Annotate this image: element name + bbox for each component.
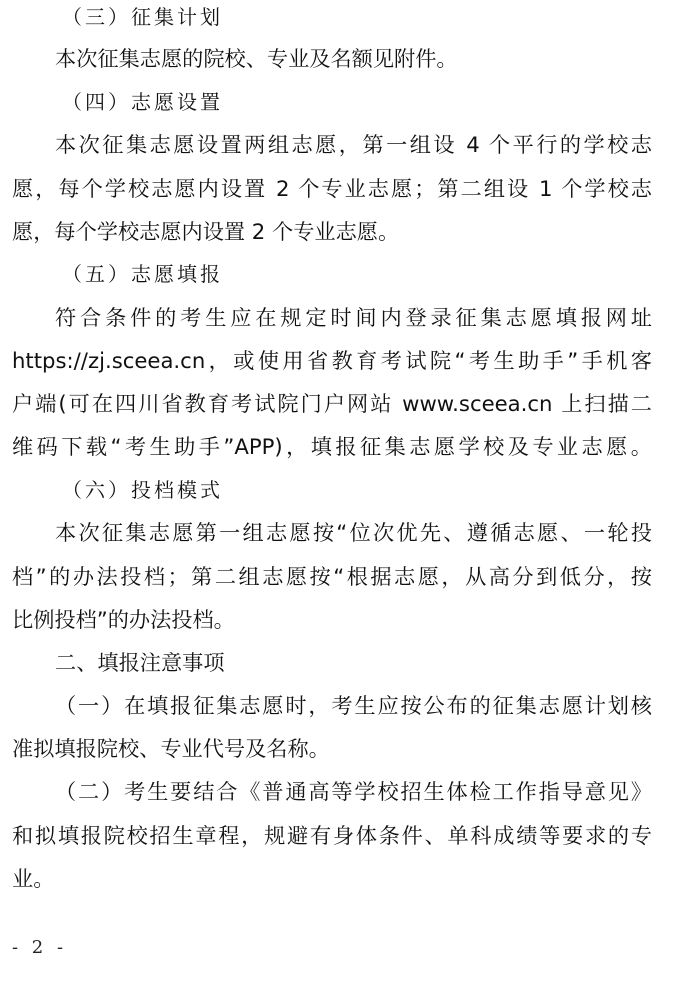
paragraph-line: 维码下载“考生助手”APP)，填报征集志愿学校及专业志愿。 — [12, 434, 652, 459]
paragraph-line-url: https://zj.sceea.cn，或使用省教育考试院“考生助手”手机客 — [12, 348, 652, 373]
paragraph-line: （二）考生要结合《普通高等学校招生体检工作指导意见》 — [55, 779, 652, 804]
section-heading-filling: （五）志愿填报 — [62, 262, 223, 286]
paragraph-line: 档”的办法投档；第二组志愿按“根据志愿，从高分到低分，按 — [12, 564, 652, 589]
paragraph-line: 业。 — [12, 866, 55, 891]
paragraph-line: 愿，每个学校志愿内设置 2 个专业志愿；第二组设 1 个学校志 — [12, 176, 652, 201]
paragraph-line-website: 户端(可在四川省教育考试院门户网站 www.sceea.cn 上扫描二 — [12, 391, 652, 416]
paragraph-line: 本次征集志愿第一组志愿按“位次优先、遵循志愿、一轮投 — [55, 520, 652, 545]
paragraph-line: （一）在填报征集志愿时，考生应按公布的征集志愿计划核 — [55, 693, 652, 718]
paragraph-line: 本次征集志愿的院校、专业及名额见附件。 — [55, 46, 458, 71]
part-heading-notes: 二、填报注意事项 — [55, 650, 225, 675]
paragraph-line: 准拟填报院校、专业代号及名称。 — [12, 736, 330, 761]
paragraph-line: 愿，每个学校志愿内设置 2 个专业志愿。 — [12, 219, 400, 244]
paragraph-line: 比例投档”的办法投档。 — [12, 607, 235, 632]
paragraph-line: 本次征集志愿设置两组志愿，第一组设 4 个平行的学校志 — [55, 132, 652, 157]
section-heading-mode: （六）投档模式 — [62, 478, 223, 502]
section-heading-settings: （四）志愿设置 — [62, 90, 223, 114]
page-number: - 2 - — [12, 937, 68, 958]
paragraph-line: 和拟填报院校招生章程，规避有身体条件、单科成绩等要求的专 — [12, 823, 652, 848]
section-heading-plan: （三）征集计划 — [62, 5, 223, 29]
paragraph-line: 符合条件的考生应在规定时间内登录征集志愿填报网址 — [55, 305, 652, 330]
